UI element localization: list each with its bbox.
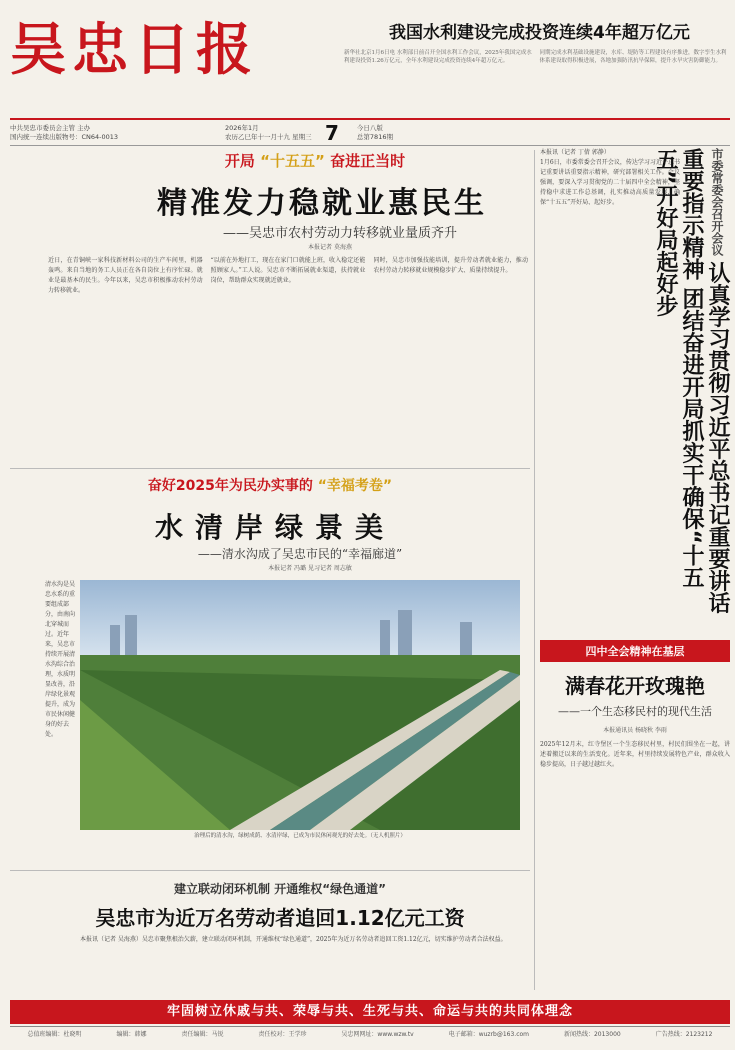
article2-byline: 本报记者 冯璐 见习记者 周志敏	[268, 565, 352, 572]
side-article2	[540, 640, 730, 770]
kicker-prefix: 开局	[224, 152, 255, 170]
side-body-text: 1月6日，市委常委会召开会议，传达学习习近平总书记重要讲话重要指示精神，研究部署相关工作。会议强调，要深入学习贯彻党的二十届四中全会精神，坚持稳中求进工作总基调，扎实推动高质量发展，确保“十五五”开好局、起好步。	[540, 159, 680, 206]
article1-headline[interactable]: 精准发力稳就业惠民生	[157, 186, 487, 221]
kicker2-highlight: “幸福考卷”	[317, 478, 393, 494]
page-number: 7	[325, 120, 339, 145]
masthead	[10, 8, 340, 92]
side2-band: 四中全会精神在基层	[540, 640, 730, 662]
article2-kicker	[80, 475, 460, 497]
photo-caption: 治理后的清水沟，绿树成荫、水清岸绿，已成为市民休闲观光的好去处。（无人机照片）	[194, 833, 406, 839]
kicker-suffix: 奋进正当时	[330, 152, 406, 170]
footer-editor: 总值班编辑：杜晓明	[27, 1031, 82, 1038]
edition: 今日八版	[356, 123, 383, 132]
side2-headline[interactable]: 满春花开玫瑰艳	[565, 674, 705, 698]
side-title-top: 市委常委会召开会议	[710, 148, 724, 256]
top-news-col2: 同期完成水利基础设施建设，水库、堤防等工程建设有序推进，数字孪生水利体系建设取得积极进展，各地加强防汛抗旱保障，提升水旱灾害防御能力。	[539, 50, 727, 64]
article1-p1: 近日，在青铜峡一家科技新材料公司的生产车间里，机器轰鸣。来自当地的务工人员正在各自岗位上有序忙碌。就业是最基本的民生。今年以来，吴忠市积极推动农村劳动力转移就业。	[48, 257, 203, 294]
article1-byline: 本报记者 莫海燕	[308, 244, 352, 251]
lunar-date: 农历乙巳年十一月十九 星期三	[225, 132, 312, 141]
article3-headline[interactable]: 吴忠市为近万名劳动者追回1.12亿元工资	[95, 906, 465, 930]
footer-email[interactable]: 电子邮箱：wuzrb@163.com	[448, 1031, 530, 1038]
side2-subhead: ——一个生态移民村的现代生活	[558, 705, 712, 718]
section-divider	[10, 468, 530, 469]
side-byline: 本报讯（记者 丁倩 郭静）	[540, 149, 610, 156]
article3-kicker: 建立联动闭环机制 开通维权“绿色通道”	[174, 882, 386, 896]
footer-ad-hotline: 广告热线：2123212	[655, 1031, 713, 1038]
slogan-banner: 牢固树立休戚与共、荣辱与共、生死与共、命运与共的共同体理念	[10, 1000, 730, 1024]
publisher: 中共吴忠市委员会主管 主办	[10, 123, 91, 132]
article1-subhead: ——吴忠市农村劳动力转移就业量质齐升	[222, 226, 457, 241]
kicker-highlight: “十五五”	[260, 152, 325, 170]
top-news-col1: 新华社北京1月6日电 水利部日前召开全国水利工作会议，2025年我国完成水利建设投资1.26万亿元，全年水利建设完成投资连续4年超万亿元。	[344, 50, 532, 64]
footer-duty-editor: 责任编辑：马锐	[181, 1031, 224, 1038]
article3-body: 本报讯（记者 吴海燕）吴忠市聚焦根治欠薪，建立联动闭环机制，开通维权“绿色通道”，2025年为近万名劳动者追回工资1.12亿元，切实维护劳动者合法权益。	[80, 936, 507, 943]
article2-body: 清水沟是吴忠水系的重要组成部分，由南向北穿城而过。近年来，吴忠市持续开展清水沟综合治理，水质明显改善，沿岸绿化景观提升，成为市民休闲健身的好去处。	[45, 581, 76, 738]
footer-proof: 责任校对：王学珍	[258, 1031, 307, 1038]
side2-byline: 本报通讯员 杨晓秋 李雨	[603, 727, 667, 734]
article1-body	[48, 256, 528, 461]
article2-headline[interactable]: 水清岸绿景美	[154, 511, 395, 544]
footer-news-hotline: 新闻热线：2013000	[563, 1031, 621, 1038]
article1-p3: 同时，吴忠市加强技能培训，提升劳动者就业能力，推动农村劳动力转移就业规模稳步扩大、质量持续提升。	[373, 257, 529, 274]
issue-date: 2026年1月	[225, 123, 259, 132]
footer-site[interactable]: 吴忠网网址：www.wzw.tv	[341, 1031, 414, 1038]
issn: 国内统一连续出版物号：CN64-0013	[10, 132, 119, 141]
article1-p2: “以前在外地打工，现在在家门口就能上班，收入稳定还能照顾家人。”工人说。吴忠市不断拓展就业渠道，扶持就业岗位，帮助群众实现就近就业。	[210, 257, 366, 284]
article1-kicker	[150, 150, 480, 172]
side2-body: 2025年12月末，红寺堡区一个生态移民村里，村民们围坐在一起，讲述着搬迁以来的生活变化。近年来，村里持续发展特色产业，群众收入稳步提高，日子越过越红火。	[540, 741, 730, 768]
issue-number: 总第7816期	[356, 132, 393, 141]
column-divider	[534, 150, 535, 990]
footer	[10, 1026, 730, 1040]
top-news	[344, 8, 729, 118]
side-title-main[interactable]: 认真学习贯彻习近平总书记重要讲话重要指示精神 团结奋进开局抓实干确保“十五五”开好局起好步	[653, 148, 730, 614]
kicker2-prefix: 奋好2025年为民办实事的	[147, 478, 313, 494]
newspaper-title: 吴忠日报	[10, 17, 258, 83]
article2-subhead: ——清水沟成了吴忠市民的“幸福廊道”	[197, 547, 403, 561]
info-bar	[10, 118, 730, 146]
side-article	[540, 148, 730, 618]
section-divider	[10, 870, 530, 871]
footer-chief: 编辑：韩娜	[116, 1031, 147, 1038]
top-news-headline[interactable]: 我国水利建设完成投资连续4年超万亿元	[389, 23, 690, 43]
river-photo	[80, 580, 520, 830]
